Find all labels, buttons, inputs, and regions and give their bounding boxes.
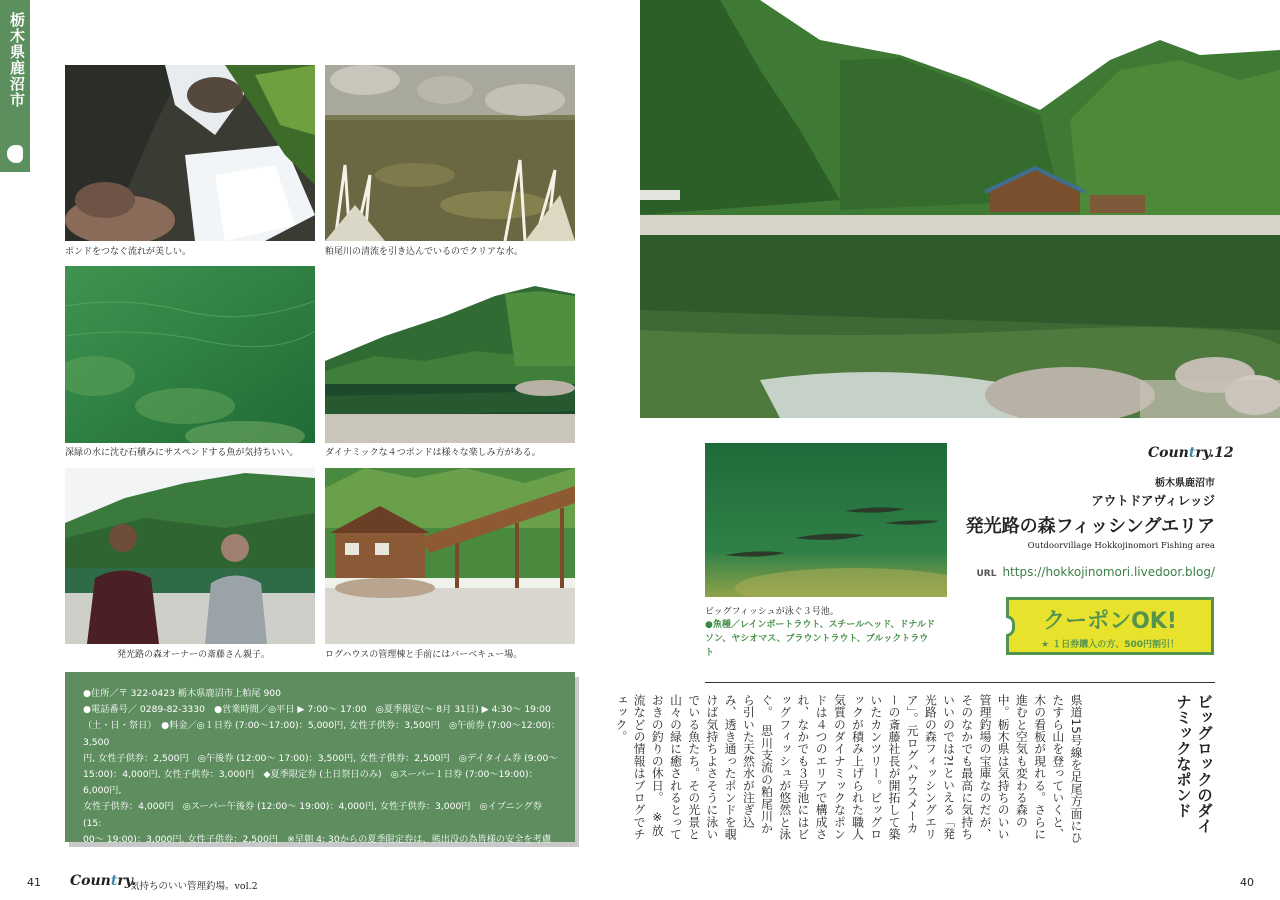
logo-text: ry.: [117, 873, 137, 889]
fish-species: ●魚種／レインボートラウト、スチールヘッド、ドナルドソン、ヤシオマス、ブラウントラウト、ブルックトラウト: [705, 620, 935, 658]
info-box: [65, 672, 575, 878]
side-tab-label: 栃木県鹿沼市: [8, 12, 26, 108]
info-text: [83, 686, 561, 880]
article-category: アウトドアヴィレッジ: [1091, 493, 1215, 508]
coupon-subtitle: ★ １日券購入の方、500円割引！: [1041, 640, 1179, 650]
side-tab: [0, 0, 30, 172]
logo-accent: t: [110, 873, 118, 889]
info-line: （土・日・祭日） ●料金／◎１日券 (7:00～17:00)：5,000円, 女性子供券：3,500円 ◎午前券 (7:00～12:00)：3,500: [83, 720, 561, 748]
prefecture-map-icon: [7, 145, 23, 163]
article-logo: [1148, 445, 1234, 461]
fish-photo-caption: ビッグフィッシュが泳ぐ３号池。: [705, 607, 839, 617]
photo-caption: 粕尾川の清流を引き込んでいるのでクリアな水。: [325, 247, 524, 257]
photo-caption: ログハウスの管理棟と手前にはバーベキュー場。: [325, 650, 523, 660]
photo-pond-mountain: [325, 266, 575, 443]
info-line: ●住所／〒 322-0423 栃木県鹿沼市上粕尾 900: [83, 688, 281, 699]
coupon-badge: [1006, 597, 1214, 655]
photo-big-fish: [705, 443, 947, 597]
photo-clear-water: [325, 65, 575, 241]
photo-caption: ポンドをつなぐ流れが美しい。: [65, 247, 192, 257]
logo-text: Coun: [70, 873, 111, 889]
info-line: 円, 女性子供券：2,500円 ◎午後券 (12:00～ 17:00)：3,500円, 女性子供券：2,500円 ◎デイタイム券 (9:00～: [83, 752, 558, 764]
info-line: 女性子供券：4,000円 ◎スーパー午後券 (12:00～ 19:00)：4,000円, 女性子供券：3,000円 ◎イブニング券 (15:: [83, 801, 542, 829]
photo-green-water: [65, 266, 315, 443]
article-url[interactable]: [976, 565, 1215, 579]
divider: [705, 682, 1215, 683]
url-label: URL: [976, 569, 997, 579]
photo-caption: 発光路の森オーナーの斎藤さん親子。: [117, 650, 271, 660]
article-title: 発光路の森フィッシングエリア: [965, 516, 1215, 537]
logo-accent: t: [1188, 445, 1196, 461]
info-line: ●電話番号／ 0289-82-3330 ●営業時間／◎平日 ▶ 7:00～ 17:00 ◎夏季限定(～ 8月 31日) ▶ 4:30～ 19:00: [83, 704, 551, 716]
article-body: 県道15号線を足尾方面にひたすら山を登っていくと、木の看板が現れる。さらに進むと空気も変わる森の中。栃木県は気持ちのいい管理釣場の宝庫なのだが、そのなかでも最高に気持ちいいのでは?!といえる「発光路の森フィッシングエリア」。元ログハウスメーカーの斎藤社長が開拓して築いたカンツリー。ビッグロックが積み上げられた職人気質のダイナミックなポンドは４つのエリアで構成され、なかでも３号池にはビッグフィッシュが悠然と泳ぐ。 思川支流の粕尾川から引いた天然水が注ぎ込み、透き通ったポンドを覗けば気持ちよさそうに泳いでいる魚たち。その光景と山々の緑に癒されるとっておきの釣りの休日。 ※放流などの情報はブログでチェック。: [613, 694, 1083, 845]
photo-log-house: [325, 468, 575, 644]
photo-owners: [65, 468, 315, 644]
article-location: 栃木県鹿沼市: [1155, 478, 1215, 489]
url-link[interactable]: https://hokkojinomori.livedoor.blog/: [1002, 565, 1215, 579]
logo-text: ry.12: [1195, 445, 1234, 461]
photo-waterfall: [65, 65, 315, 241]
info-line: ●レギュレーション／ホームページでご確認ください。: [83, 866, 311, 878]
article-title-en: Outdoorvillage Hokkojinomori Fishing area: [1027, 541, 1215, 551]
coupon-title: クーポンOK!: [1043, 609, 1177, 634]
photo-hero-pond: [640, 0, 1280, 418]
article-headline: ビッグロックのダイナミックなポンド: [1174, 694, 1213, 834]
logo-text: Coun: [1148, 445, 1189, 461]
info-line: いたしまして今期も販売はいたしませんのでご了承下さい。 ●ルアー・フライ ●ナイター／なし: [83, 850, 489, 862]
photo-caption: ダイナミックな４つポンドは様々な楽しみ方がある。: [325, 448, 541, 458]
magazine-logo: [70, 873, 136, 889]
info-line: 00～ 19:00)：3,000円, 女性子供券：2,500円 ※早朝 4: 30からの夏季限定券は、熊出没の為皆様の安全を考慮: [83, 833, 552, 845]
photo-caption: 深緑の水に沈む石積みにサスペンドする魚が気持ちいい。: [65, 448, 299, 458]
info-line: 15:00)：4,000円, 女性子供券：3,000円 ◆夏季限定券 (土日祭日のみ) ◎スーパー１日券 (7:00～19:00)：6,000円,: [83, 769, 538, 797]
page-number-right: 40: [1240, 876, 1254, 889]
footer-subtitle: 気持ちのいい管理釣場。vol.2: [130, 881, 258, 892]
page-number-left: 41: [27, 876, 41, 889]
